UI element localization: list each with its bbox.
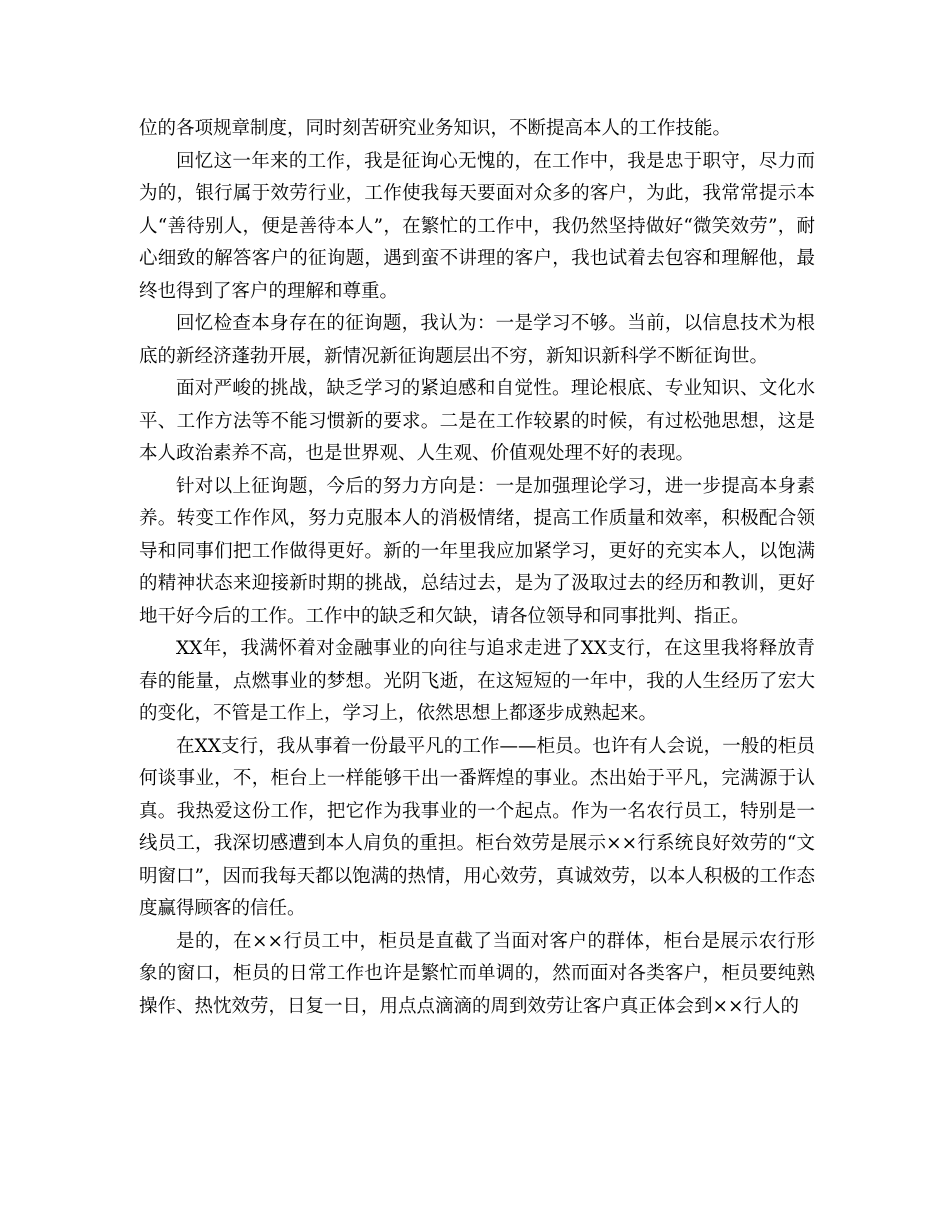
paragraph-1: 位的各项规章制度，同时刻苦研究业务知识，不断提高本人的工作技能。 — [139, 118, 732, 139]
paragraph-6: XX年，我满怀着对金融事业的向往与追求走进了XX支行，在这里我将释放青春的能量，点燃事业的梦想。光阴飞逝，在这短短的一年中，我的人生经历了宏大的变化，不管是工作上，学习上，依然思想上都逐步成熟起来。 — [139, 638, 815, 724]
paragraph-7: 在XX支行，我从事着一份最平凡的工作——柜员。也许有人会说，一般的柜员何谈事业，不，柜台上一样能够干出一番辉煌的事业。杰出始于平凡，完满源于认真。我热爱这份工作，把它作为我事业的一个起点。作为一名农行员工，特别是一线员工，我深切感遭到本人肩负的重担。柜台效劳是展示××行系统良好效劳的“文明窗口”，因而我每天都以饱满的热情，用心效劳，真诚效劳，以本人积极的工作态度赢得顾客的信任。 — [139, 735, 815, 919]
paragraph-3: 回忆检查本身存在的征询题，我认为：一是学习不够。当前，以信息技术为根底的新经济蓬勃开展，新情况新征询题层出不穷，新知识新科学不断征询世。 — [139, 313, 815, 367]
paragraph-8: 是的，在××行员工中，柜员是直截了当面对客户的群体，柜台是展示农行形象的窗口，柜员的日常工作也许是繁忙而单调的，然而面对各类客户，柜员要纯熟操作、热忱效劳，日复一日，用点点滴滴的周到效劳让客户真正体会到××行人的 — [139, 930, 815, 1017]
document-page — [139, 113, 815, 1023]
paragraph-4: 面对严峻的挑战，缺乏学习的紧迫感和自觉性。理论根底、专业知识、文化水平、工作方法等不能习惯新的要求。二是在工作较累的时候，有过松弛思想，这是本人政治素养不高，也是世界观、人生观、价值观处理不好的表现。 — [139, 378, 815, 464]
paragraph-2: 回忆这一年来的工作，我是征询心无愧的，在工作中，我是忠于职守，尽力而为的，银行属于效劳行业，工作使我每天要面对众多的客户，为此，我常常提示本人“善待别人，便是善待本人”，在繁忙的工作中，我仍然坚持做好“微笑效劳”，耐心细致的解答客户的征询题，遇到蛮不讲理的客户，我也试着去包容和理解他，最终也得到了客户的理解和尊重。 — [139, 150, 815, 302]
paragraph-5: 针对以上征询题，今后的努力方向是：一是加强理论学习，进一步提高本身素养。转变工作作风，努力克服本人的消极情绪，提高工作质量和效率，积极配合领导和同事们把工作做得更好。新的一年里我应加紧学习，更好的充实本人，以饱满的精神状态来迎接新时期的挑战，总结过去，是为了汲取过去的经历和教训，更好地干好今后的工作。工作中的缺乏和欠缺，请各位领导和同事批判、指正。 — [139, 475, 815, 627]
